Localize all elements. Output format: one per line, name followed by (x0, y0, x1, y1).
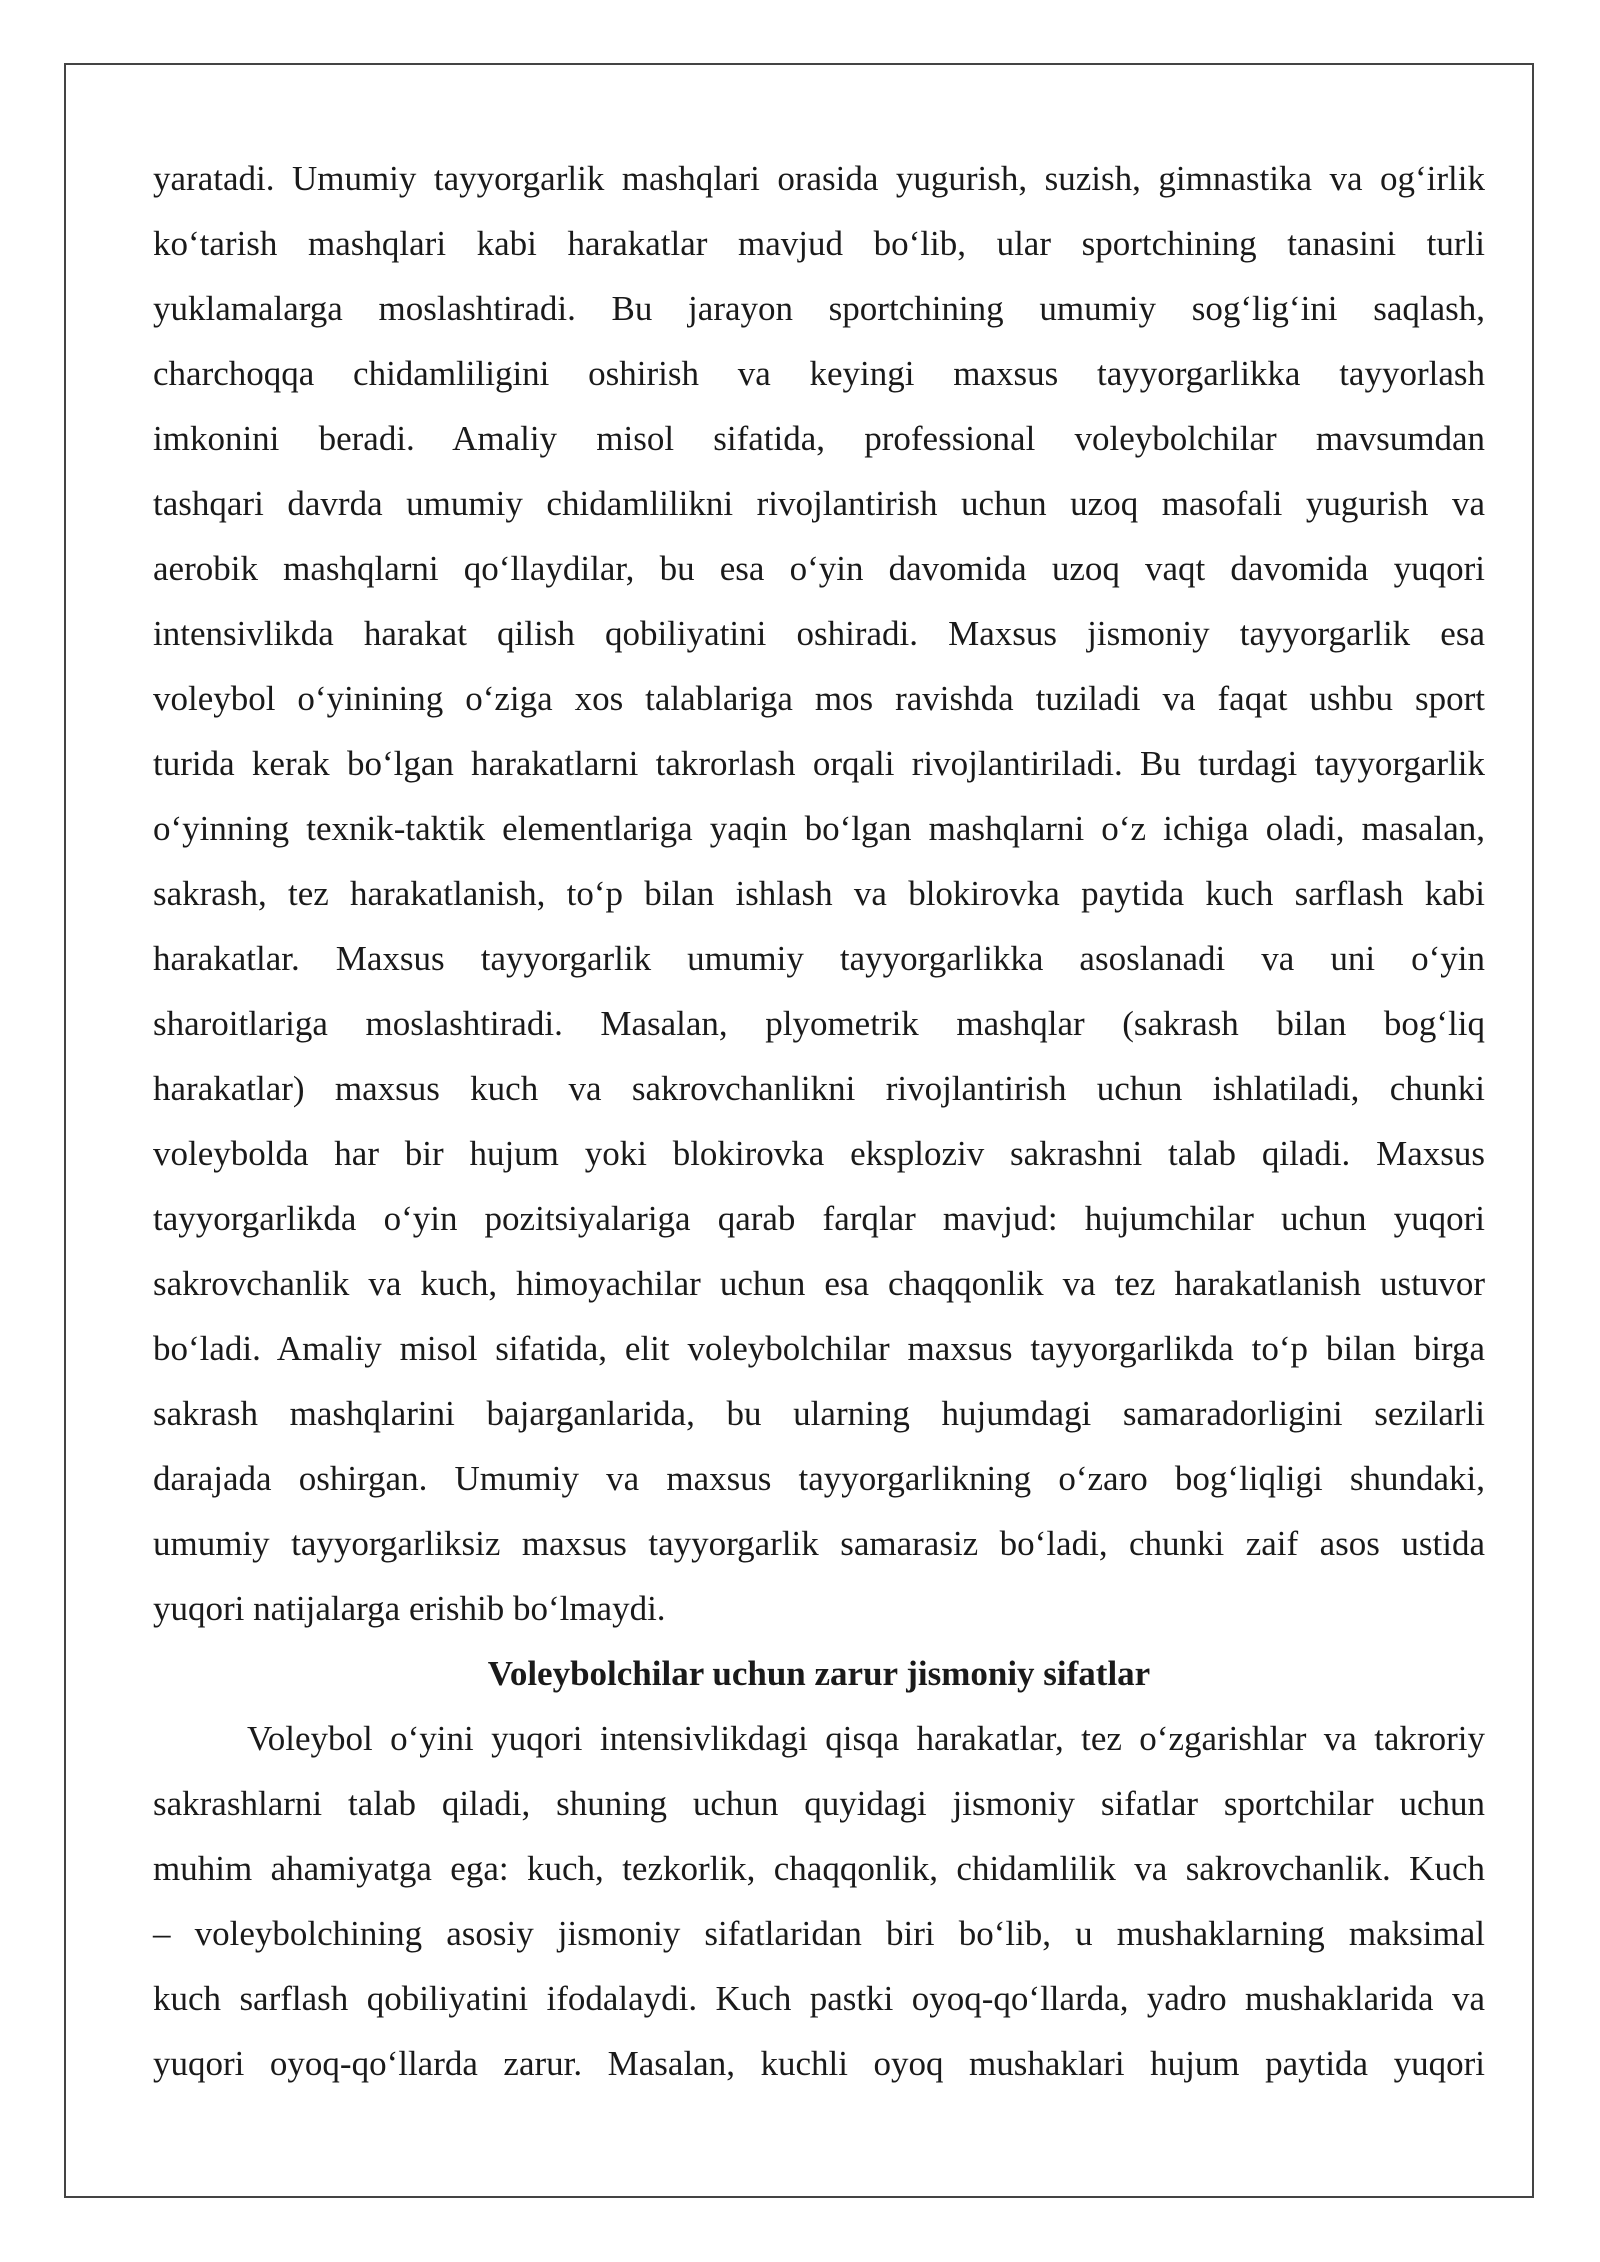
text-line: turida kerak bo‘lgan harakatlarni takrorlash orqali rivojlantiriladi. Bu turdagi tayyorgarlik (153, 744, 1485, 783)
text-line: yaratadi. Umumiy tayyorgarlik mashqlari orasida yugurish, suzish, gimnastika va og‘irlik (153, 159, 1485, 198)
text-line: umumiy tayyorgarliksiz maxsus tayyorgarlik samarasiz bo‘ladi, chunki zaif asos ustida (153, 1524, 1485, 1563)
text-line: bo‘ladi. Amaliy misol sifatida, elit voleybolchilar maxsus tayyorgarlikda to‘p bilan birga (153, 1329, 1485, 1368)
text-line: kuch sarflash qobiliyatini ifodalaydi. Kuch pastki oyoq-qo‘llarda, yadro mushaklarida va (153, 1979, 1485, 2018)
paragraph-general-and-special-training (153, 146, 1485, 1641)
text-line: intensivlikda harakat qilish qobiliyatini oshiradi. Maxsus jismoniy tayyorgarlik esa (153, 614, 1485, 653)
text-line: sakrovchanlik va kuch, himoyachilar uchun esa chaqqonlik va tez harakatlanish ustuvor (153, 1264, 1485, 1303)
text-line: voleybolda har bir hujum yoki blokirovka eksploziv sakrashni talab qiladi. Maxsus (153, 1134, 1485, 1173)
text-line: harakatlar. Maxsus tayyorgarlik umumiy tayyorgarlikka asoslanadi va uni o‘yin (153, 939, 1485, 978)
text-line: yuklamalarga moslashtiradi. Bu jarayon sportchining umumiy sog‘lig‘ini saqlash, (153, 289, 1485, 328)
text-line: o‘yinning texnik-taktik elementlariga yaqin bo‘lgan mashqlarni o‘z ichiga oladi, masalan, (153, 809, 1485, 848)
text-line: yuqori oyoq-qo‘llarda zarur. Masalan, kuchli oyoq mushaklari hujum paytida yuqori (153, 2044, 1485, 2083)
text-line: imkonini beradi. Amaliy misol sifatida, professional voleybolchilar mavsumdan (153, 419, 1485, 458)
text-line: sakrashlarni talab qiladi, shuning uchun quyidagi jismoniy sifatlar sportchilar uchun (153, 1784, 1485, 1823)
paragraph-physical-qualities (153, 1706, 1485, 2096)
text-line: sakrash mashqlarini bajarganlarida, bu ularning hujumdagi samaradorligini sezilarli (153, 1394, 1485, 1433)
text-line: charchoqqa chidamliligini oshirish va keyingi maxsus tayyorgarlikka tayyorlash (153, 354, 1485, 393)
document-body (153, 146, 1485, 2096)
text-line: voleybol o‘yinining o‘ziga xos talablariga mos ravishda tuziladi va faqat ushbu sport (153, 679, 1485, 718)
text-line: aerobik mashqlarni qo‘llaydilar, bu esa o‘yin davomida uzoq vaqt davomida yuqori (153, 549, 1485, 588)
text-line: Voleybol o‘yini yuqori intensivlikdagi qisqa harakatlar, tez o‘zgarishlar va takroriy (247, 1719, 1485, 1758)
text-line: sakrash, tez harakatlanish, to‘p bilan ishlash va blokirovka paytida kuch sarflash kabi (153, 874, 1485, 913)
text-line: sharoitlariga moslashtiradi. Masalan, plyometrik mashqlar (sakrash bilan bog‘liq (153, 1004, 1485, 1043)
text-line: muhim ahamiyatga ega: kuch, tezkorlik, chaqqonlik, chidamlilik va sakrovchanlik. Kuch (153, 1849, 1485, 1888)
text-line: darajada oshirgan. Umumiy va maxsus tayyorgarlikning o‘zaro bog‘liqligi shundaki, (153, 1459, 1485, 1498)
text-line: tayyorgarlikda o‘yin pozitsiyalariga qarab farqlar mavjud: hujumchilar uchun yuqori (153, 1199, 1485, 1238)
text-line: yuqori natijalarga erishib bo‘lmaydi. (153, 1589, 666, 1628)
text-line: tashqari davrda umumiy chidamlilikni rivojlantirish uchun uzoq masofali yugurish va (153, 484, 1485, 523)
text-line: – voleybolchining asosiy jismoniy sifatlaridan biri bo‘lib, u mushaklarning maksimal (153, 1914, 1485, 1953)
text-line: harakatlar) maxsus kuch va sakrovchanlikni rivojlantirish uchun ishlatiladi, chunki (153, 1069, 1485, 1108)
section-heading: Voleybolchilar uchun zarur jismoniy sifatlar (487, 1654, 1151, 1693)
text-line: ko‘tarish mashqlari kabi harakatlar mavjud bo‘lib, ular sportchining tanasini turli (153, 224, 1485, 263)
